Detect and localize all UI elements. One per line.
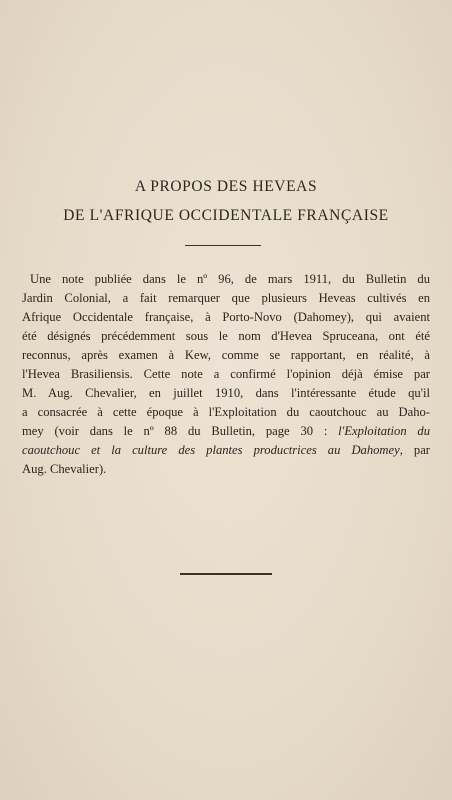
paragraph-line-10-italic: caoutchouc et la culture des plantes productrices au Dahomey [22,443,400,457]
paragraph-line-10 [22,441,430,460]
paragraph-line-11: Aug. Chevalier). [22,462,107,476]
title-line-1: A PROPOS DES HEVEAS [134,178,318,195]
paragraph-line-6: l'Hevea Brasiliensis. Cette note a confirmé l'opinion déjà émise par [22,367,430,381]
paragraph-line-9 [22,422,430,441]
title-line-2: DE L'AFRIQUE OCCIDENTALE FRANÇAISE [63,207,389,224]
paragraph-line-3: Afrique Occidentale française, à Porto-Novo (Dahomey), qui avaient [22,310,430,324]
article-paragraph [22,270,430,479]
paragraph-line-8: a consacrée à cette époque à l'Exploitation du caoutchouc au Daho- [22,405,430,419]
paragraph-line-7: M. Aug. Chevalier, en juillet 1910, dans l'intéressante étude qu'il [22,386,430,400]
title-divider [185,245,261,246]
paragraph-line-5: reconnus, après examen à Kew, comme se rapportant, en réalité, à [22,348,430,362]
paragraph-line-2: Jardin Colonial, a fait remarquer que plusieurs Heveas cultivés en [22,291,430,305]
paragraph-line-10-roman: , par [399,443,430,457]
paragraph-line-1: Une note publiée dans le nº 96, de mars 1911, du Bulletin du [30,272,430,286]
closing-divider [180,573,272,575]
paragraph-line-9-italic: l'Exploitation du [338,424,431,438]
paragraph-line-4: été désignés précédemment sous le nom d'Hevea Spruceana, ont été [22,329,430,343]
paragraph-line-9-roman: mey (voir dans le nº 88 du Bulletin, page 30 : [22,424,339,438]
